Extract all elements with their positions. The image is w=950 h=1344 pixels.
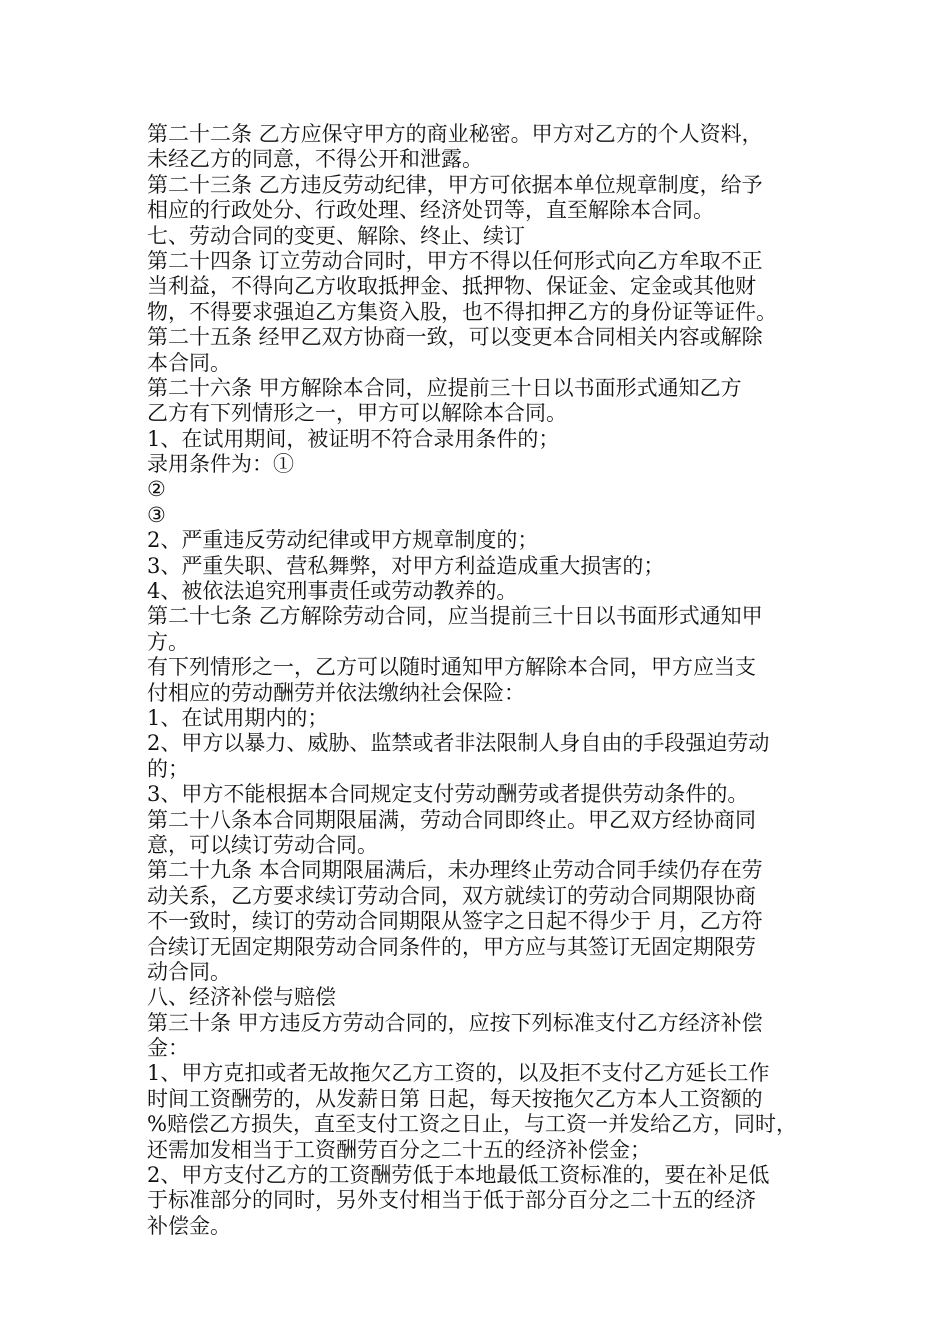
- text-line: 2、甲方以暴力、威胁、监禁或者非法限制人身自由的手段强迫劳动: [147, 731, 770, 756]
- text-line: 补偿金。: [147, 1213, 231, 1238]
- text-line: 合续订无固定期限劳动合同条件的，甲方应与其签订无固定期限劳: [147, 934, 756, 959]
- text-line: 物，不得要求强迫乙方集资入股，也不得扣押乙方的身份证等证件。: [147, 299, 777, 324]
- text-line: 时间工资酬劳的，从发薪日第 日起，每天按拖欠乙方本人工资额的: [147, 1086, 763, 1111]
- section-heading: 八、经济补偿与赔偿: [147, 985, 336, 1010]
- text-line: 录用条件为：①: [147, 452, 294, 477]
- text-line: 金：: [147, 1036, 189, 1061]
- text-line: 乙方有下列情形之一，甲方可以解除本合同。: [147, 401, 567, 426]
- text-line: 动合同。: [147, 959, 231, 984]
- text-line: 本合同。: [147, 350, 231, 375]
- text-line: 2、严重违反劳动纪律或甲方规章制度的；: [147, 528, 539, 553]
- document-page: [147, 122, 817, 1239]
- text-line: 当利益，不得向乙方收取抵押金、抵押物、保证金、定金或其他财: [147, 274, 756, 299]
- text-line: 意，可以续订劳动合同。: [147, 832, 378, 857]
- text-line: 第三十条 甲方违反方劳动合同的，应按下列标准支付乙方经济补偿: [147, 1010, 763, 1035]
- text-line: 的；: [147, 756, 189, 781]
- text-line: 3、甲方不能根据本合同规定支付劳动酬劳或者提供劳动条件的。: [147, 782, 749, 807]
- text-line: 不一致时，续订的劳动合同期限从签字之日起不得少于 月，乙方符: [147, 909, 763, 934]
- text-line: 有下列情形之一，乙方可以随时通知甲方解除本合同，甲方应当支: [147, 655, 756, 680]
- text-line: 第二十五条 经甲乙双方协商一致，可以变更本合同相关内容或解除: [147, 325, 763, 350]
- text-line: 方。: [147, 629, 189, 654]
- text-line: 1、在试用期间，被证明不符合录用条件的；: [147, 426, 560, 451]
- text-line: 第二十三条 乙方违反劳动纪律，甲方可依据本单位规章制度，给予: [147, 172, 763, 197]
- text-line: 4、被依法追究刑事责任或劳动教养的。: [147, 579, 518, 604]
- text-line: 2、甲方支付乙方的工资酬劳低于本地最低工资标准的，要在补足低: [147, 1163, 770, 1188]
- section-heading: 七、劳动合同的变更、解除、终止、续订: [147, 223, 525, 248]
- text-line: 付相应的劳动酬劳并依法缴纳社会保险：: [147, 680, 525, 705]
- text-line: %赔偿乙方损失，直至支付工资之日止，与工资一并发给乙方，同时，: [147, 1112, 797, 1137]
- text-line: 第二十八条本合同期限届满，劳动合同即终止。甲乙双方经协商同: [147, 807, 756, 832]
- text-line: 1、甲方克扣或者无故拖欠乙方工资的，以及拒不支付乙方延长工作: [147, 1061, 770, 1086]
- text-line: 相应的行政处分、行政处理、经济处罚等，直至解除本合同。: [147, 198, 714, 223]
- text-line: 第二十七条 乙方解除劳动合同，应当提前三十日以书面形式通知甲: [147, 604, 763, 629]
- text-line: 于标准部分的同时，另外支付相当于低于部分百分之二十五的经济: [147, 1188, 756, 1213]
- text-line: 第二十九条 本合同期限届满后，未办理终止劳动合同手续仍存在劳: [147, 858, 763, 883]
- text-line: 第二十六条 甲方解除本合同，应提前三十日以书面形式通知乙方: [147, 375, 742, 400]
- text-line: 未经乙方的同意，不得公开和泄露。: [147, 147, 483, 172]
- text-line: 还需加发相当于工资酬劳百分之二十五的经济补偿金；: [147, 1137, 651, 1162]
- text-line: ③: [147, 502, 166, 527]
- text-line: 1、在试用期内的；: [147, 705, 329, 730]
- text-line: 第二十二条 乙方应保守甲方的商业秘密。甲方对乙方的个人资料，: [147, 122, 763, 146]
- text-line: 3、严重失职、营私舞弊，对甲方利益造成重大损害的；: [147, 553, 665, 578]
- text-line: 第二十四条 订立劳动合同时，甲方不得以任何形式向乙方牟取不正: [147, 248, 763, 273]
- text-line: ②: [147, 477, 166, 502]
- text-line: 动关系，乙方要求续订劳动合同，双方就续订的劳动合同期限协商: [147, 883, 756, 908]
